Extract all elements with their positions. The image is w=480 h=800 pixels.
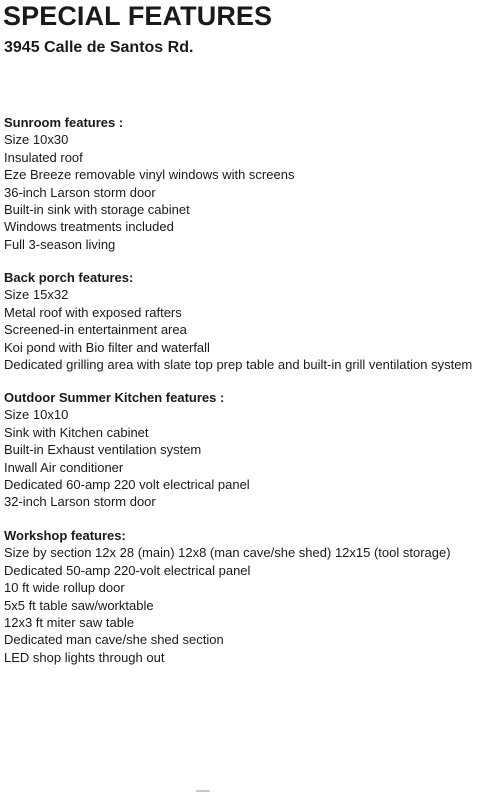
section-workshop xyxy=(4,527,476,666)
feature-item: Metal roof with exposed rafters xyxy=(4,304,182,320)
feature-item: Size 15x32 xyxy=(4,287,69,303)
feature-item: 12x3 ft miter saw table xyxy=(4,615,135,631)
feature-item: Full 3-season living xyxy=(4,236,116,252)
feature-item: Dedicated 50-amp 220-volt electrical panel xyxy=(4,562,251,578)
feature-item: Koi pond with Bio filter and waterfall xyxy=(4,339,210,355)
feature-item: Inwall Air conditioner xyxy=(4,459,124,475)
scan-speck xyxy=(196,790,210,792)
section-heading: Back porch features: xyxy=(4,270,134,285)
feature-item: 10 ft wide rollup door xyxy=(4,580,125,596)
feature-item: Size by section 12x 28 (main) 12x8 (man cave/she shed) 12x15 (tool storage) xyxy=(4,545,451,561)
feature-item: Size 10x10 xyxy=(4,407,69,423)
section-heading: Workshop features: xyxy=(4,528,126,543)
page-title: SPECIAL FEATURES xyxy=(3,1,273,31)
feature-item: LED shop lights through out xyxy=(4,649,165,665)
feature-item: 36-inch Larson storm door xyxy=(4,184,156,200)
property-address: 3945 Calle de Santos Rd. xyxy=(4,39,194,56)
feature-item: Windows treatments included xyxy=(4,219,174,235)
section-outdoor-kitchen xyxy=(4,389,476,511)
section-heading: Sunroom features : xyxy=(4,115,124,130)
feature-item: Dedicated man cave/she shed section xyxy=(4,632,224,648)
section-back-porch xyxy=(4,269,476,373)
feature-item: Size 10x30 xyxy=(4,132,69,148)
feature-item: Dedicated 60-amp 220 volt electrical panel xyxy=(4,477,250,493)
feature-item: Dedicated grilling area with slate top prep table and built-in grill ventilation system xyxy=(4,357,473,373)
section-heading: Outdoor Summer Kitchen features : xyxy=(4,390,225,405)
feature-item: Eze Breeze removable vinyl windows with screens xyxy=(4,167,295,183)
feature-item: Screened-in entertainment area xyxy=(4,322,187,338)
feature-item: Sink with Kitchen cabinet xyxy=(4,424,149,440)
feature-item: Insulated roof xyxy=(4,149,83,165)
feature-item: 5x5 ft table saw/worktable xyxy=(4,597,154,613)
feature-item: 32-inch Larson storm door xyxy=(4,494,156,510)
section-sunroom xyxy=(4,114,476,253)
feature-item: Built-in sink with storage cabinet xyxy=(4,202,190,218)
feature-item: Built-in Exhaust ventilation system xyxy=(4,442,202,458)
